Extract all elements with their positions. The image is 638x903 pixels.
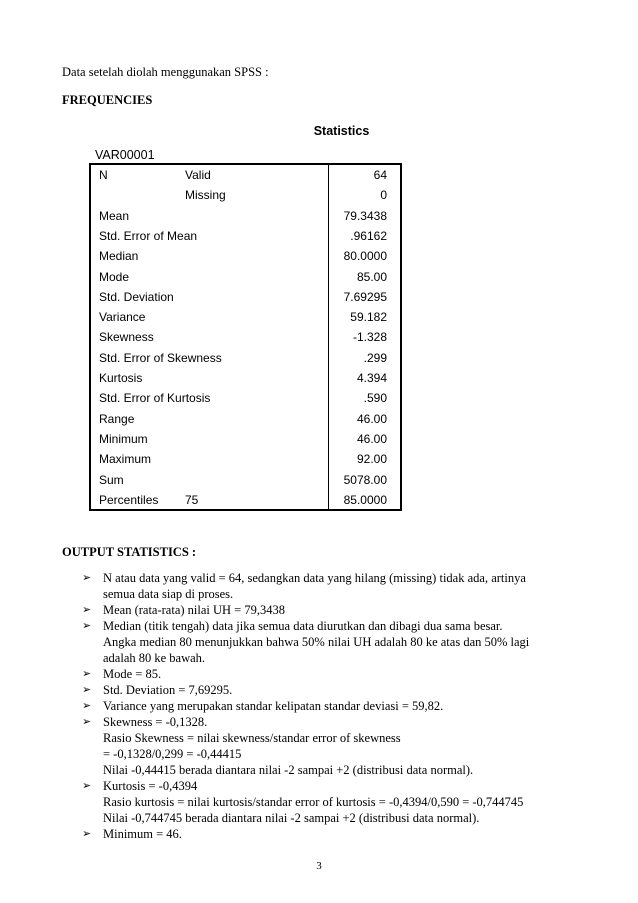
table-row bbox=[91, 228, 400, 248]
row-value: 79.3438 bbox=[343, 208, 387, 223]
arrow-bullet-icon: ➢ bbox=[82, 620, 92, 632]
row-label: Median bbox=[99, 249, 139, 264]
table-row bbox=[91, 472, 400, 492]
table-row bbox=[91, 370, 400, 390]
table-row bbox=[91, 187, 400, 207]
bullet-line: Rasio kurtosis = nilai kurtosis/standar error of kurtosis = -0,4394/0,590 = -0,744745 bbox=[103, 795, 524, 809]
bullet-line: Rasio Skewness = nilai skewness/standar error of skewness bbox=[103, 731, 401, 745]
bullet-item bbox=[82, 826, 578, 842]
row-value: 46.00 bbox=[356, 411, 387, 426]
row-label: Maximum bbox=[99, 452, 152, 467]
table-row bbox=[91, 431, 400, 451]
bullet-line: Std. Deviation = 7,69295. bbox=[103, 683, 233, 697]
row-label: Skewness bbox=[99, 330, 154, 345]
bullet-line: Variance yang merupakan standar kelipatan standar deviasi = 59,82. bbox=[103, 699, 444, 713]
bullet-line: adalah 80 ke bawah. bbox=[103, 651, 206, 665]
bullet-item bbox=[82, 602, 578, 618]
statistics-title: Statistics bbox=[313, 124, 370, 138]
bullet-item bbox=[82, 570, 578, 602]
bullet-item bbox=[82, 618, 578, 666]
intro-text: Data setelah diolah menggunakan SPSS : bbox=[62, 65, 269, 79]
row-label: N bbox=[99, 168, 108, 182]
bullet-line: Mean (rata-rata) nilai UH = 79,3438 bbox=[103, 603, 285, 617]
statistics-table bbox=[89, 163, 402, 511]
row-value: 0 bbox=[380, 188, 387, 203]
arrow-bullet-icon: ➢ bbox=[82, 828, 92, 840]
bullet-line: Mode = 85. bbox=[103, 667, 162, 681]
row-value: 64 bbox=[373, 168, 387, 182]
table-row bbox=[91, 390, 400, 410]
bullet-item bbox=[82, 778, 578, 826]
output-bullet-list bbox=[82, 570, 578, 842]
row-label: Mode bbox=[99, 269, 130, 284]
arrow-bullet-icon: ➢ bbox=[82, 716, 92, 728]
bullet-line: Minimum = 46. bbox=[103, 827, 182, 841]
bullet-line: = -0,1328/0,299 = -0,44415 bbox=[103, 747, 242, 761]
row-label: Kurtosis bbox=[99, 371, 143, 385]
row-label: Std. Deviation bbox=[99, 289, 174, 304]
section-heading-frequencies: FREQUENCIES bbox=[62, 93, 153, 107]
variable-name: VAR00001 bbox=[95, 148, 155, 162]
arrow-bullet-icon: ➢ bbox=[82, 780, 92, 792]
arrow-bullet-icon: ➢ bbox=[82, 572, 92, 584]
table-row bbox=[91, 208, 400, 228]
arrow-bullet-icon: ➢ bbox=[82, 684, 92, 696]
table-row bbox=[91, 350, 400, 370]
bullet-line: Median (titik tengah) data jika semua data diurutkan dan dibagi dua sama besar. bbox=[103, 619, 503, 633]
bullet-line: N atau data yang valid = 64, sedangkan data yang hilang (missing) tidak ada, artinya bbox=[103, 571, 526, 585]
table-row bbox=[91, 248, 400, 268]
row-label: Variance bbox=[99, 310, 146, 325]
row-label: Mean bbox=[99, 208, 130, 223]
bullet-line: Nilai -0,744745 berada diantara nilai -2 sampai +2 (distribusi data normal). bbox=[103, 811, 480, 825]
table-row bbox=[91, 167, 400, 187]
table-row bbox=[91, 329, 400, 349]
row-sublabel: Missing bbox=[185, 188, 226, 203]
row-label: Percentiles bbox=[99, 492, 159, 507]
row-value: .590 bbox=[363, 391, 387, 406]
row-value: 46.00 bbox=[356, 431, 387, 446]
table-row bbox=[91, 289, 400, 309]
bullet-item bbox=[82, 682, 578, 698]
table-row bbox=[91, 451, 400, 471]
page-number: 3 bbox=[316, 860, 322, 872]
arrow-bullet-icon: ➢ bbox=[82, 700, 92, 712]
table-row bbox=[91, 492, 400, 512]
table-row bbox=[91, 269, 400, 289]
bullet-item bbox=[82, 666, 578, 682]
row-value: 85.0000 bbox=[343, 492, 387, 507]
row-label: Std. Error of Mean bbox=[99, 228, 198, 243]
row-value: 7.69295 bbox=[343, 289, 387, 304]
table-row bbox=[91, 309, 400, 329]
row-value: .299 bbox=[363, 350, 387, 365]
row-value: 80.0000 bbox=[343, 249, 387, 264]
row-value: .96162 bbox=[350, 228, 387, 243]
row-value: 85.00 bbox=[356, 269, 387, 284]
table-row bbox=[91, 411, 400, 431]
row-value: -1.328 bbox=[352, 330, 387, 345]
output-statistics-heading: OUTPUT STATISTICS : bbox=[62, 545, 197, 559]
arrow-bullet-icon: ➢ bbox=[82, 668, 92, 680]
row-sublabel: Valid bbox=[185, 168, 211, 182]
bullet-line: Skewness = -0,1328. bbox=[103, 715, 208, 729]
bullet-line: Kurtosis = -0,4394 bbox=[103, 779, 198, 793]
row-label: Sum bbox=[99, 472, 124, 487]
bullet-item bbox=[82, 698, 578, 714]
bullet-line: Nilai -0,44415 berada diantara nilai -2 sampai +2 (distribusi data normal). bbox=[103, 763, 474, 777]
row-value: 4.394 bbox=[356, 371, 387, 385]
bullet-item bbox=[82, 714, 578, 778]
row-label: Std. Error of Kurtosis bbox=[99, 391, 211, 406]
bullet-line: semua data siap di proses. bbox=[103, 587, 234, 601]
arrow-bullet-icon: ➢ bbox=[82, 604, 92, 616]
row-sublabel: 75 bbox=[185, 492, 199, 507]
row-value: 92.00 bbox=[356, 452, 387, 467]
row-label: Range bbox=[99, 411, 135, 426]
row-value: 5078.00 bbox=[343, 472, 387, 487]
row-label: Std. Error of Skewness bbox=[99, 350, 222, 365]
row-label: Minimum bbox=[99, 431, 148, 446]
bullet-line: Angka median 80 menunjukkan bahwa 50% nilai UH adalah 80 ke atas dan 50% lagi bbox=[103, 635, 530, 649]
row-value: 59.182 bbox=[350, 310, 387, 325]
